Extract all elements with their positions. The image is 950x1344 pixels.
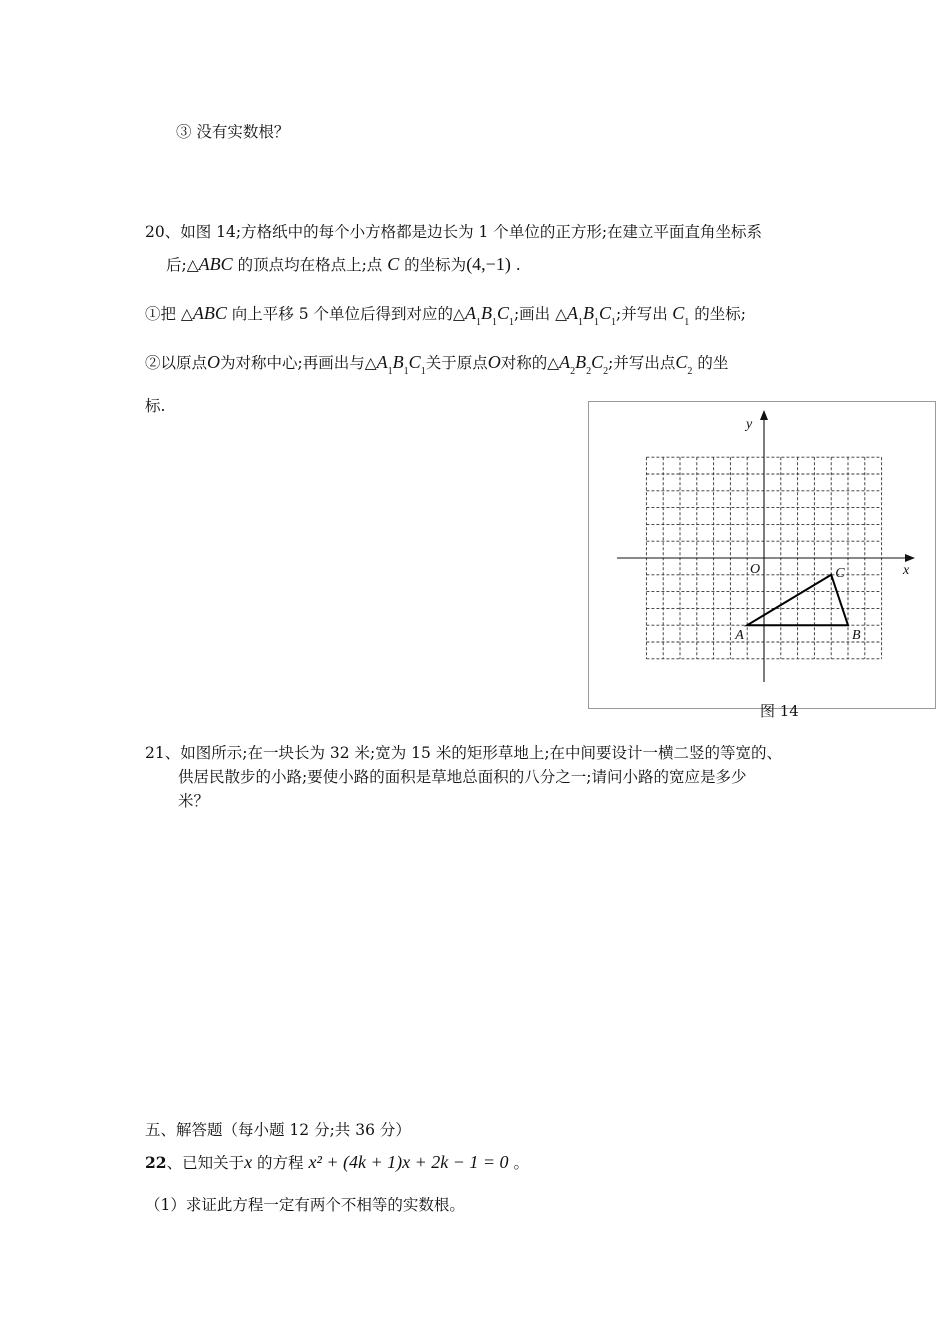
- q20-part-1: ①把 △ABC 向上平移 5 个单位后得到对应的$\triangle A_1B_1C_1$;画出 $\triangle A_1B_1C_1$;并写出 $C_1$ 的坐标;: [145, 303, 746, 328]
- q21-line-3: 米？: [178, 792, 210, 810]
- q22-part-1: （1）求证此方程一定有两个不相等的实数根。: [145, 1196, 465, 1214]
- grid-svg: [589, 402, 937, 710]
- q22-line: 22、已知关于x 的方程 x² + (4k + 1)x + 2k − 1 = 0 。: [145, 1152, 529, 1172]
- x-axis-label: x: [903, 563, 910, 578]
- point-label-c: C: [835, 565, 845, 581]
- q21-line-1: 21、如图所示;在一块长为 32 米;宽为 15 米的矩形草地上;在中间要设计一横二竖的等宽的、: [145, 744, 783, 762]
- coordinate-figure: [588, 401, 936, 709]
- q20-line-1: 20、如图 14;方格纸中的每个小方格都是边长为 1 个单位的正方形;在建立平面直角坐标系: [145, 223, 763, 241]
- q19-item-3: ③ 没有实数根？: [176, 123, 290, 141]
- point-label-b: B: [852, 628, 861, 644]
- point-label-a: A: [735, 628, 744, 644]
- q20-part-2: ②以原点O为对称中心;再画出与$\triangle A_1B_1C_1$关于原点O对称的$\triangle A_2B_2C_2$;并写出点$C_2$ 的坐: [145, 352, 729, 377]
- q20-line-end: 标.: [145, 397, 166, 415]
- q21-line-2: 供居民散步的小路;要使小路的面积是草地总面积的八分之一;请问小路的宽应是多少: [178, 768, 747, 786]
- y-axis-label: y: [746, 417, 753, 432]
- x-axis-arrow: [905, 554, 915, 562]
- figure-caption: 图 14: [760, 702, 799, 720]
- origin-label: O: [750, 562, 761, 577]
- q20-line-2: 后;△ABC 的顶点均在格点上;点 C 的坐标为(4,−1) .: [166, 254, 521, 274]
- y-axis-arrow: [760, 410, 768, 420]
- section-5-heading: 五、解答题（每小题 12 分;共 36 分）: [145, 1121, 411, 1139]
